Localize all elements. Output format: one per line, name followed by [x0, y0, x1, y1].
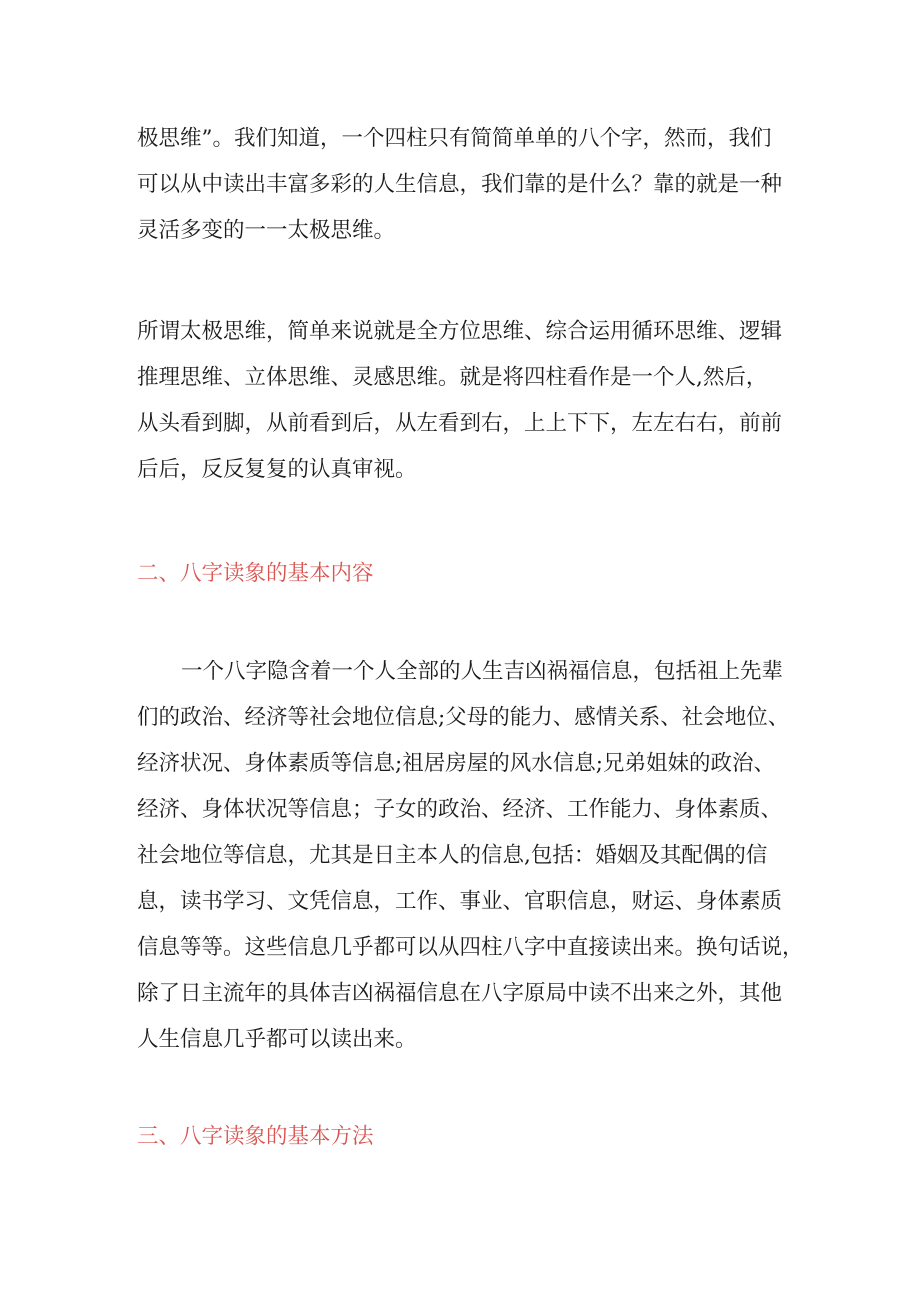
text-line: 息，读书学习、文凭信息，工作、事业、官职信息，财运、身体素质	[137, 889, 783, 914]
section-heading-basic-method: 三、八字读象的基本方法	[137, 1124, 374, 1149]
text-line: 经济、身体状况等信息；子女的政治、经济、工作能力、身体素质、	[137, 797, 783, 822]
text-line: 所谓太极思维，简单来说就是全方位思维、综合运用循环思维、逻辑	[137, 319, 783, 344]
section-heading-basic-content: 二、八字读象的基本内容	[137, 561, 374, 586]
text-line: 推理思维、立体思维、灵感思维。就是将四柱看作是一个人,然后，	[137, 365, 768, 390]
text-line: 除了日主流年的具体吉凶祸福信息在八字原局中读不出来之外，其他	[137, 981, 783, 1006]
text-line: 从头看到脚，从前看到后，从左看到右，上上下下，左左右右，前前	[137, 411, 783, 436]
text-line: 后后，反反复复的认真审视。	[137, 457, 417, 482]
text-line: 信息等等。这些信息几乎都可以从四柱八字中直接读出来。换句话说，	[137, 935, 804, 960]
text-line: 社会地位等信息，尤其是日主本人的信息,包括：婚姻及其配偶的信	[137, 843, 768, 868]
text-line: 经济状况、身体素质等信息;祖居房屋的风水信息;兄弟姐妹的政治、	[137, 751, 775, 776]
text-line: 一个八字隐含着一个人全部的人生吉凶祸福信息，包括祖上先辈	[181, 659, 784, 684]
text-line: 灵活多变的一一太极思维。	[137, 218, 396, 243]
paragraph-taiji-definition	[137, 309, 797, 493]
text-line: 极思维”。我们知道，一个四柱只有简简单单的八个字，然而，我们	[137, 126, 772, 151]
text-line: 可以从中读出丰富多彩的人生信息，我们靠的是什么？靠的就是一种	[137, 172, 783, 197]
text-line: 们的政治、经济等社会地位信息;父母的能力、感情关系、社会地位、	[137, 705, 790, 730]
paragraph-basic-content	[137, 649, 804, 1063]
paragraph-taiji-intro	[137, 116, 797, 254]
text-line: 人生信息几乎都可以读出来。	[137, 1027, 417, 1052]
